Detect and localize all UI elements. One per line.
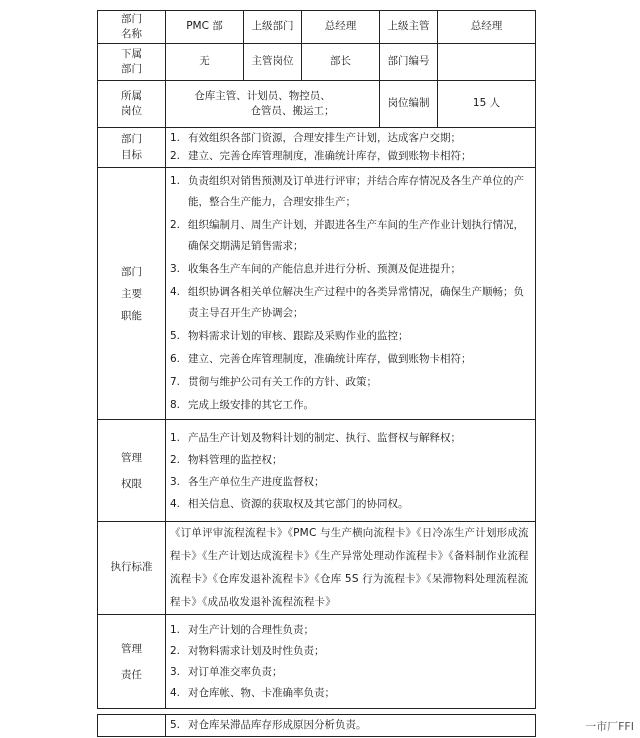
list-item: 8. 完成上级安排的其它工作。: [170, 399, 314, 411]
goals-label: 部门 目标: [98, 128, 166, 168]
row-responsibility-cont: [98, 715, 536, 737]
superior-manager-label: 上级主管: [380, 11, 438, 44]
headcount-value: 15 人: [438, 81, 536, 128]
list-item: 1. 产品生产计划及物料计划的制定、执行、监督权与解释权；: [170, 431, 461, 444]
dept-name-value: PMC 部: [166, 11, 244, 44]
list-item: 1. 有效组织各部门资源，合理安排生产计划，达成客户交期；: [170, 132, 461, 145]
row-responsibility: [98, 615, 536, 709]
row-duties: [98, 168, 536, 420]
row-goals: [98, 128, 536, 168]
superior-dept-value: 总经理: [302, 11, 380, 44]
list-item: 4. 相关信息、资源的获取权及其它部门的协同权。: [170, 497, 409, 510]
list-item: 6. 建立、完善仓库管理制度，准确统计库存，做到账物卡相符；: [170, 353, 472, 365]
authority-list: [166, 420, 536, 522]
responsibility-extra: [166, 715, 536, 737]
duties-list: [166, 168, 536, 420]
posts-value: 仓库主管、计划员、物控员、 仓管员、搬运工；: [166, 81, 380, 128]
goals-list: [166, 128, 536, 168]
list-item: 4. 组织协调各相关单位解决生产过程中的各类异常情况，确保生产顺畅；负责主导召开生产协调会；: [170, 286, 524, 319]
headcount-label: 岗位编制: [380, 81, 438, 128]
manager-post-label: 主管岗位: [244, 44, 302, 81]
duties-label: 部门 主要 职能: [98, 168, 166, 420]
list-item: 2. 物料管理的监控权；: [170, 453, 283, 466]
standards-label: 执行标准: [98, 522, 166, 615]
list-item: 2. 建立、完善仓库管理制度，准确统计库存，做到账物卡相符；: [170, 149, 472, 162]
list-item: 4. 对仓库帐、物、卡准确率负责；: [170, 686, 335, 699]
superior-dept-label: 上级部门: [244, 11, 302, 44]
row-dept-name: [98, 11, 536, 44]
posts-label: 所属 岗位: [98, 81, 166, 128]
superior-manager-value: 总经理: [438, 11, 536, 44]
list-item: 3. 收集各生产车间的产能信息并进行分析、预测及促进提升；: [170, 263, 461, 275]
empty-label-cell: [98, 715, 166, 737]
list-item: 1. 负责组织对销售预测及订单进行评审；并结合库存情况及各生产单位的产能，整合生产能力，合理安排生产；: [170, 175, 524, 208]
dept-code-value: [438, 44, 536, 81]
row-authority: [98, 420, 536, 522]
manager-post-value: 部长: [302, 44, 380, 81]
row-sub-dept: [98, 44, 536, 81]
department-responsibility-table: [97, 10, 536, 737]
row-posts: [98, 81, 536, 128]
list-item: 3. 各生产单位生产进度监督权；: [170, 475, 325, 488]
authority-label: 管理 权限: [98, 420, 166, 522]
row-standards: [98, 522, 536, 615]
standards-text: 《订单评审流程流程卡》《PMC 与生产横向流程卡》《日冷冻生产计划形成流程卡》《生产计划达成流程卡》《生产异常处理动作流程卡》《备料制作业流程流程卡》《仓库发退补流程卡》《仓库 5S 行为流程卡》《呆滞物料处理流程流程卡》《成品收发退补流程流程卡》: [166, 522, 536, 615]
list-item: 5. 物料需求计划的审核、跟踪及采购作业的监控；: [170, 330, 409, 342]
list-item: 2. 对物料需求计划及时性负责；: [170, 644, 325, 657]
corner-watermark-text: 一市厂FFI: [585, 720, 634, 733]
responsibility-label: 管理 责任: [98, 615, 166, 709]
sub-dept-value: 无: [166, 44, 244, 81]
list-item: 5. 对仓库呆滞品库存形成原因分析负责。: [170, 718, 367, 731]
dept-code-label: 部门编号: [380, 44, 438, 81]
list-item: 1. 对生产计划的合理性负责；: [170, 623, 314, 636]
responsibility-list: [166, 615, 536, 709]
sub-dept-label: 下属 部门: [98, 44, 166, 81]
list-item: 2. 组织编制月、周生产计划，并跟进各生产车间的生产作业计划执行情况，确保交期满足销售需求；: [170, 219, 524, 252]
list-item: 3. 对订单准交率负责；: [170, 665, 283, 678]
list-item: 7. 贯彻与维护公司有关工作的方针、政策；: [170, 376, 377, 388]
dept-name-label: 部门 名称: [98, 11, 166, 44]
